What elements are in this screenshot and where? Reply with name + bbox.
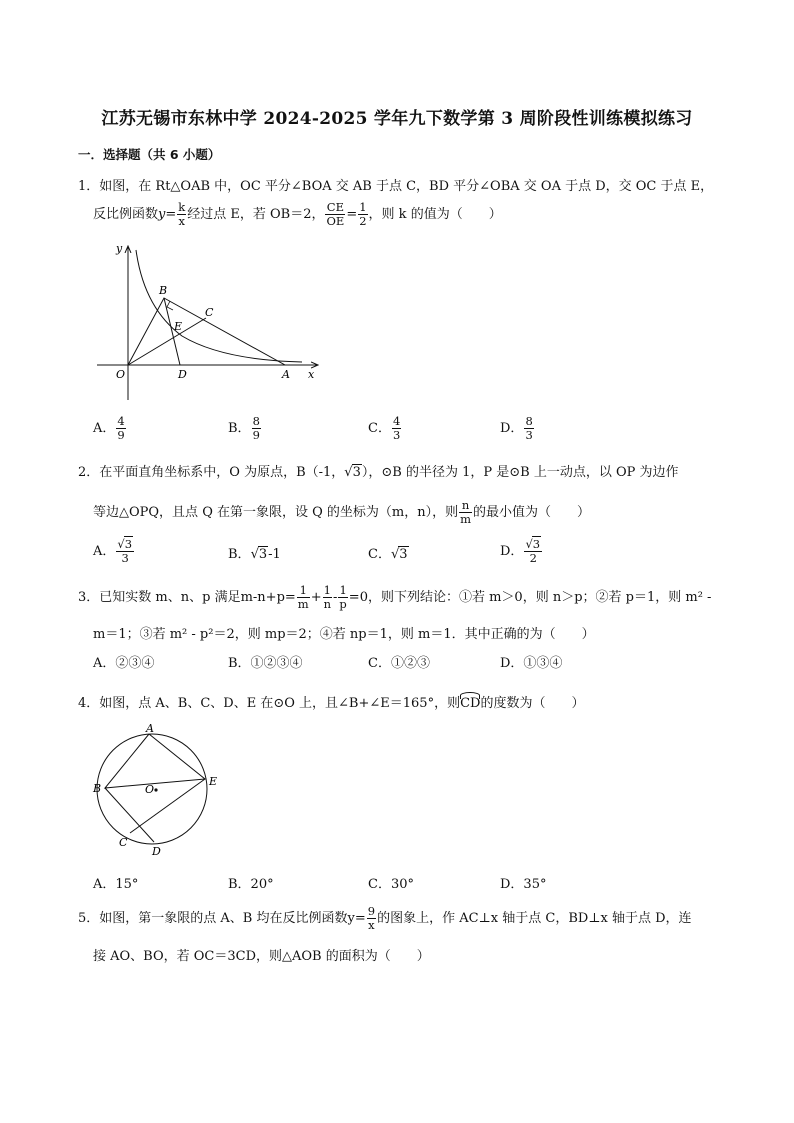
q2-option-d-root: 3 [532,537,541,551]
q1-frac-half-den: 2 [359,214,367,228]
q1-frac-ce-den: OE [326,214,345,228]
q1-frac-k-den: x [178,214,185,228]
q4-label-a: A [146,724,154,735]
q2-option-c-letter: C． [368,547,391,562]
q2-option-c-root: 3 [399,547,408,562]
q1-text-2a: 反比例函数 [93,207,159,222]
q4-text-1a: 如图，点 A、B、C、D、E 在⊙O 上，且∠B+∠E＝165°，则 [99,696,461,711]
q2-option-d-frac [524,538,542,565]
q2-option-b-tail: -1 [268,547,281,562]
q1-option-num: 8 [525,414,533,428]
q1-option-frac [392,415,401,442]
q2-option-a-num: √3 [117,537,133,551]
q2-text-2a: 等边△OPQ，且点 Q 在第一象限，设 Q 的坐标为（m，n），则 [93,505,459,520]
q1-frac-ce [325,201,345,228]
q4-number: 4． [78,696,100,711]
q1-option-num: 4 [392,414,401,428]
q3-option-d[interactable]: D．①③④ [500,656,563,671]
q1-label-e: E [174,320,183,333]
q2-text-1a: 在平面直角坐标系中，O 为原点，B（-1， [99,465,345,480]
q2-option-b[interactable]: B．√3-1 [228,547,281,562]
q1-option-letter: C． [368,421,391,436]
q4-line-1 [78,692,584,711]
q4-label-o: O [145,783,155,796]
q1-label-b: B [159,284,168,297]
q3-option-a[interactable]: A．②③④ [93,656,155,671]
q3-option-b[interactable]: B．①②③④ [228,656,303,671]
q1-option-den: 9 [117,428,125,442]
q1-text-2c: 经过点 E，若 OB＝2， [187,207,325,222]
q4-text-1b: 的度数为（ ） [480,696,585,711]
q1-frac-k-num: k [178,200,186,214]
q1-option-a[interactable] [93,415,127,442]
q1-frac-ce-num: CE [326,200,344,214]
q3-frac-3 [338,584,347,611]
q1-y-eq: y= [158,207,177,222]
q3-number: 3． [78,590,100,605]
q2-option-a-den: 3 [121,551,129,565]
q4-figure [90,724,230,860]
q4-center-dot [154,788,157,791]
q3-frac-1-den: m [297,597,309,611]
q1-eq: = [346,207,358,222]
q1-option-d[interactable] [500,415,535,442]
q2-option-a-root: 3 [124,537,133,551]
q3-text-1c: =0，则下列结论：①若 m＞0，则 n＞p；②若 p＝1，则 m² - [348,590,712,605]
q3-frac-2-den: n [323,597,332,611]
q4-option-b[interactable]: B．20° [228,877,274,892]
q2-frac-den: m [460,512,472,526]
q3-frac-1-num: 1 [297,584,310,598]
page-title: 江苏无锡市东林中学 2024-2025 学年九下数学第 3 周阶段性训练模拟练习 [101,109,693,129]
q3-frac-3-den: p [339,597,347,611]
q5-frac-num: 9 [367,904,376,918]
q1-segment-oc [128,318,206,365]
q3-frac-2-num: 1 [323,583,331,597]
q4-quad-abce [105,734,205,788]
q2-option-d-letter: D． [500,544,524,559]
q1-option-frac [524,415,533,442]
q1-option-letter: A． [93,421,116,436]
q2-option-a-letter: A． [93,544,116,559]
q1-option-den: 3 [392,428,401,442]
q1-label-d: D [178,368,187,381]
section-heading: 一．选择题（共 6 小题） [78,147,221,162]
q4-option-a[interactable]: A．15° [93,877,139,892]
q1-label-y: y [116,242,123,255]
q2-option-a-frac [116,538,134,565]
q1-label-o: O [116,368,126,381]
q1-label-x: x [308,368,315,381]
q2-frac-nm [459,499,472,526]
q3-minus: - [333,590,338,605]
q4-option-c[interactable]: C．30° [368,877,414,892]
q1-figure [92,238,332,408]
q3-frac-1 [297,584,310,611]
q3-text-1a: 已知实数 m、n、p 满足 [99,590,241,605]
q5-line-2: 接 AO、BO，若 OC＝3CD，则△AOB 的面积为（ ） [93,949,430,964]
q1-option-den: 9 [252,428,260,442]
q2-line-1: 2．在平面直角坐标系中，O 为原点，B（-1，√3），⊙B 的半径为 1，P 是⊙B 上一动点，以 OP 为边作 [78,465,679,480]
q1-number: 1． [78,179,100,194]
q1-option-c[interactable] [368,415,402,442]
q2-option-b-letter: B． [228,547,251,562]
q4-label-d: D [152,845,161,858]
q5-text-1a: 如图，第一象限的点 A、B 均在反比例函数 [99,911,348,926]
q2-option-c[interactable]: C．√3 [368,547,408,562]
q1-line-2 [93,201,502,228]
q5-frac [367,905,376,932]
q1-option-num: 4 [117,414,125,428]
q1-option-letter: B． [228,421,251,436]
q1-option-frac [252,415,261,442]
q1-label-a: A [282,368,290,381]
q2-line-2 [93,499,590,526]
q1-label-c: C [205,306,214,319]
q1-option-den: 3 [525,428,533,442]
q4-chord-bd [105,788,154,842]
q3-frac-2 [323,584,332,611]
q2-option-a[interactable] [93,538,135,565]
q3-frac-3-num: 1 [339,583,347,597]
q1-line-1 [78,175,713,194]
q2-text-1b: ），⊙B 的半径为 1，P 是⊙B 上一动点，以 OP 为边作 [361,465,679,480]
q2-option-d[interactable] [500,538,543,565]
q4-label-e: E [209,775,218,788]
q2-option-d-num: √3 [525,537,541,551]
q5-number: 5． [78,911,100,926]
q1-frac-half-num: 1 [359,200,367,214]
q1-text-1: 如图，在 Rt△OAB 中，OC 平分∠BOA 交 AB 于点 C，BD 平分∠OBA 交 OA 于点 D，交 OC 于点 E， [99,179,714,194]
q2-root: 3 [352,465,361,480]
q2-option-b-root: 3 [258,547,268,562]
q1-option-letter: D． [500,421,524,436]
q3-line-2: m＝1；③若 m² - p²＝2，则 mp＝2；④若 np＝1，则 m＝1．其中正确的为（ ） [93,627,595,642]
q1-option-frac [116,415,125,442]
q3-line-1 [78,584,711,611]
q3-plus: + [310,590,322,605]
q5-line-1 [78,905,692,932]
q5-frac-den: x [368,918,375,932]
q3-option-c[interactable]: C．①②③ [368,656,430,671]
q5-y-eq: y= [347,911,366,926]
q1-option-b[interactable] [228,415,262,442]
q2-text-2b: 的最小值为（ ） [473,505,591,520]
q2-number: 2． [78,465,100,480]
q1-option-num: 8 [252,414,260,428]
q4-label-b: B [93,782,102,795]
q4-option-d[interactable]: D．35° [500,877,547,892]
q1-frac-k [177,201,186,228]
q1-text-2d: ，则 k 的值为（ ） [368,207,502,222]
q4-label-c: C [119,836,128,849]
q5-text-1c: 的图象上，作 AC⊥x 轴于点 C，BD⊥x 轴于点 D，连 [377,911,692,926]
q1-frac-half [358,201,367,228]
q4-arc-cd: CD [460,696,481,711]
q2-frac-num: n [459,499,472,513]
q3-eq-left: m-n+p= [240,590,296,605]
q2-option-d-den: 2 [529,551,537,565]
